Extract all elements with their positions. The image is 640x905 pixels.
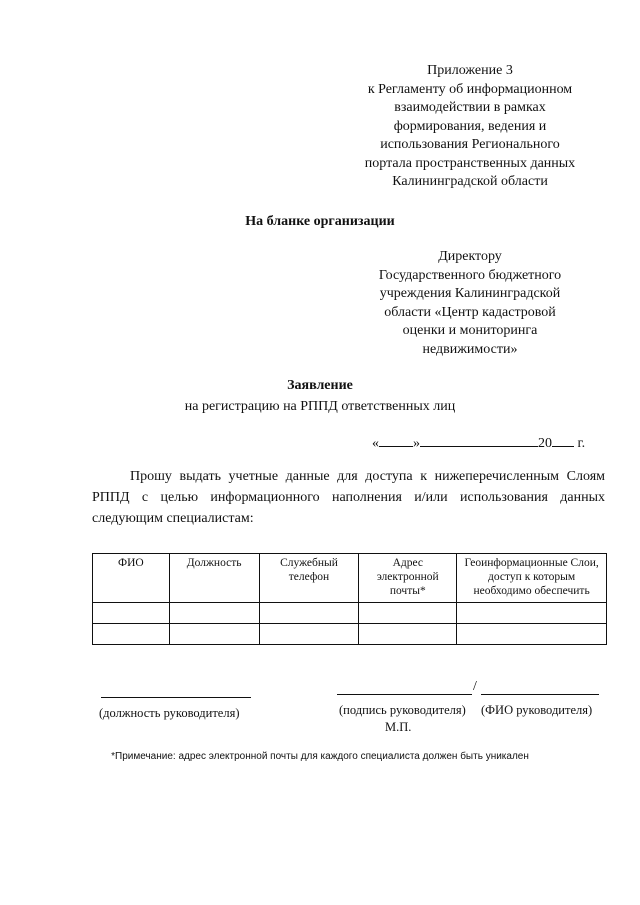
header-layers: Геоинформационные Слои, доступ к которым необходимо обеспечить bbox=[457, 554, 607, 603]
table-cell[interactable] bbox=[457, 603, 607, 624]
table-cell[interactable] bbox=[359, 624, 457, 645]
table-cell[interactable] bbox=[259, 624, 359, 645]
seal-mark: М.П. bbox=[385, 720, 412, 734]
footnote: *Примечание: адрес электронной почты для каждого специалиста должен быть уникален bbox=[111, 751, 529, 762]
date-close-quote: » bbox=[413, 436, 420, 451]
addressee-line: недвижимости» bbox=[422, 341, 518, 357]
appendix-line: использования Регионального bbox=[380, 137, 560, 152]
name-signature-line[interactable] bbox=[481, 694, 599, 695]
signature-line[interactable] bbox=[337, 694, 472, 695]
appendix-note bbox=[330, 62, 610, 192]
day-blank[interactable] bbox=[379, 434, 413, 447]
table-header-row bbox=[93, 554, 607, 603]
table-cell[interactable] bbox=[359, 603, 457, 624]
appendix-line: к Регламенту об информационном bbox=[367, 81, 573, 97]
signature-label: (подпись руководителя) bbox=[339, 703, 466, 717]
addressee-line: оценки и мониторинга bbox=[402, 323, 538, 338]
date-open-quote: « bbox=[372, 436, 379, 451]
table-cell[interactable] bbox=[93, 603, 170, 624]
signature-separator: / bbox=[473, 679, 477, 694]
year-suffix: г. bbox=[577, 436, 586, 451]
appendix-line: Калининградской области bbox=[392, 174, 548, 189]
addressee-line: области «Центр кадастровой bbox=[384, 304, 556, 320]
specialists-table bbox=[92, 553, 607, 645]
statement-title: Заявление bbox=[287, 378, 353, 393]
appendix-line: формирования, ведения и bbox=[393, 118, 547, 134]
table-cell[interactable] bbox=[259, 603, 359, 624]
table-row bbox=[93, 624, 607, 645]
addressee-line: Директору bbox=[438, 249, 502, 264]
addressee-line: Государственного бюджетного bbox=[378, 267, 562, 283]
header-email: Адрес электронной почты* bbox=[359, 554, 457, 603]
table-cell[interactable] bbox=[169, 624, 259, 645]
table-cell[interactable] bbox=[457, 624, 607, 645]
appendix-line: Приложение 3 bbox=[427, 63, 513, 78]
year-blank[interactable] bbox=[552, 434, 574, 447]
table-cell[interactable] bbox=[169, 603, 259, 624]
date-line bbox=[372, 434, 585, 452]
appendix-line: портала пространственных данных bbox=[364, 155, 576, 171]
header-position: Должность bbox=[169, 554, 259, 603]
statement-subtitle: на регистрацию на РППД ответственных лиц bbox=[184, 399, 456, 414]
position-label: (должность руководителя) bbox=[99, 706, 240, 720]
request-paragraph: Прошу выдать учетные данные для доступа к нижеперечисленным Слоям РППД с целью информационного наполнения и/или использования данных следующим специалистам: bbox=[92, 469, 605, 526]
addressee-line: учреждения Калининградской bbox=[379, 286, 561, 301]
month-blank[interactable] bbox=[420, 434, 538, 447]
table-cell[interactable] bbox=[93, 624, 170, 645]
header-phone: Служебный телефон bbox=[259, 554, 359, 603]
name-label: (ФИО руководителя) bbox=[481, 703, 593, 717]
year-prefix: 20 bbox=[538, 436, 552, 451]
header-fio: ФИО bbox=[93, 554, 170, 603]
addressee-block bbox=[345, 248, 595, 359]
letterhead-note: На бланке организации bbox=[245, 214, 395, 229]
table-row bbox=[93, 603, 607, 624]
position-signature-line[interactable] bbox=[101, 697, 251, 698]
appendix-line: взаимодействии в рамках bbox=[394, 100, 546, 115]
